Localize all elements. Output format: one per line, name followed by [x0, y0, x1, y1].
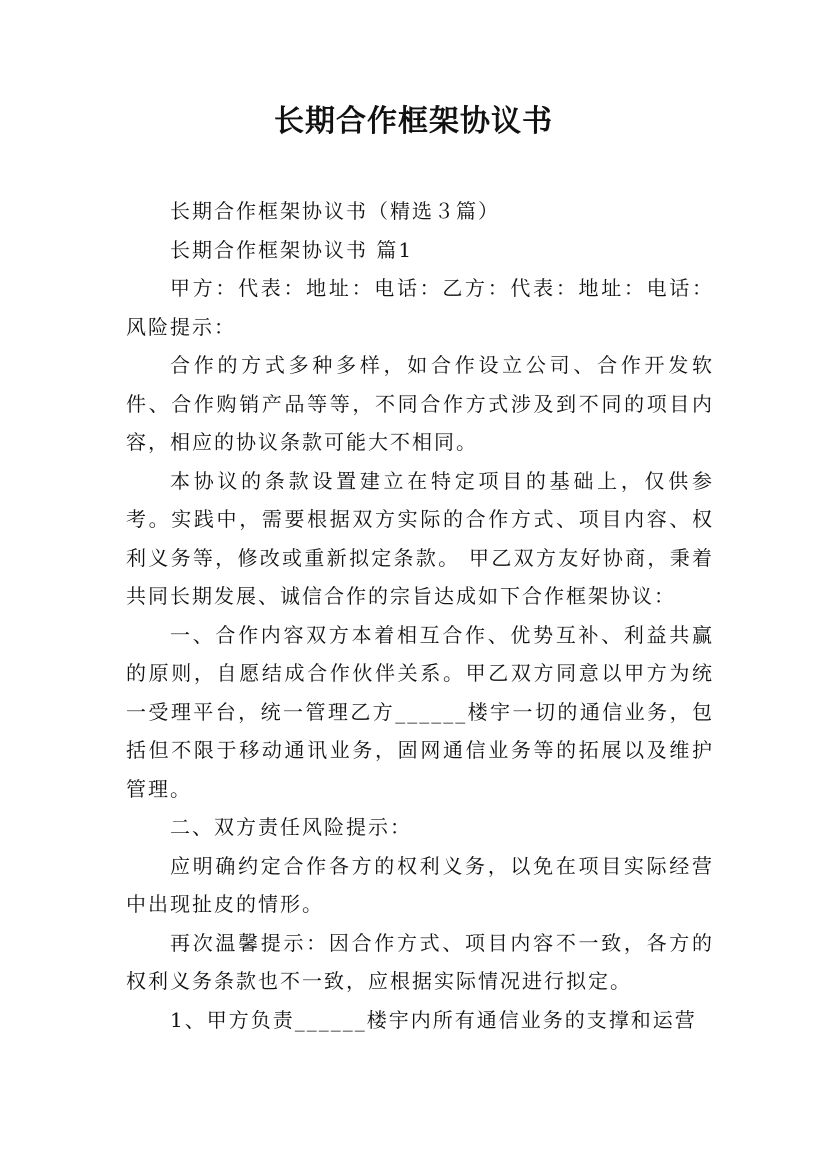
- paragraph-part-heading: 长期合作框架协议书 篇1: [170, 237, 414, 262]
- paragraph-parties: 甲方：代表：地址：电话：乙方：代表：地址：电话：风险提示：: [126, 276, 714, 339]
- paragraph-subtitle: 长期合作框架协议书（精选３篇）: [170, 199, 500, 223]
- paragraph-clause-one: 1、甲方负责______楼宇内所有通信业务的支撑和运营: [170, 1007, 697, 1032]
- paragraph-section-one: 一、合作内容双方本着相互合作、优势互补、利益共赢的原则，自愿结成合作伙伴关系。甲乙双方同意以甲方为统一受理平台，统一管理乙方______楼宇一切的通信业务，包括但不限于移动通讯业务，固网通信业务等的拓展以及维护管理。: [126, 622, 714, 801]
- document-title: 长期合作框架协议书: [274, 104, 553, 139]
- document-body: [126, 192, 714, 1039]
- paragraph-cooperation-modes: 合作的方式多种多样，如合作设立公司、合作开发软件、合作购销产品等等，不同合作方式涉及到不同的项目内容，相应的协议条款可能大不相同。: [126, 353, 714, 454]
- paragraph-rights-obligations: 应明确约定合作各方的权利义务，以免在项目实际经营中出现扯皮的情形。: [126, 853, 714, 916]
- paragraph-reminder: 再次温馨提示：因合作方式、项目内容不一致，各方的权利义务条款也不一致，应根据实际情况进行拟定。: [126, 930, 714, 993]
- paragraph-section-two-heading: 二、双方责任风险提示：: [170, 815, 412, 839]
- paragraph-agreement-basis: 本协议的条款设置建立在特定项目的基础上，仅供参考。实践中，需要根据双方实际的合作方式、项目内容、权利义务等，修改或重新拟定条款。 甲乙双方友好协商，秉着共同长期发展、诚信合作的宗旨达成如下合作框架协议：: [126, 468, 714, 608]
